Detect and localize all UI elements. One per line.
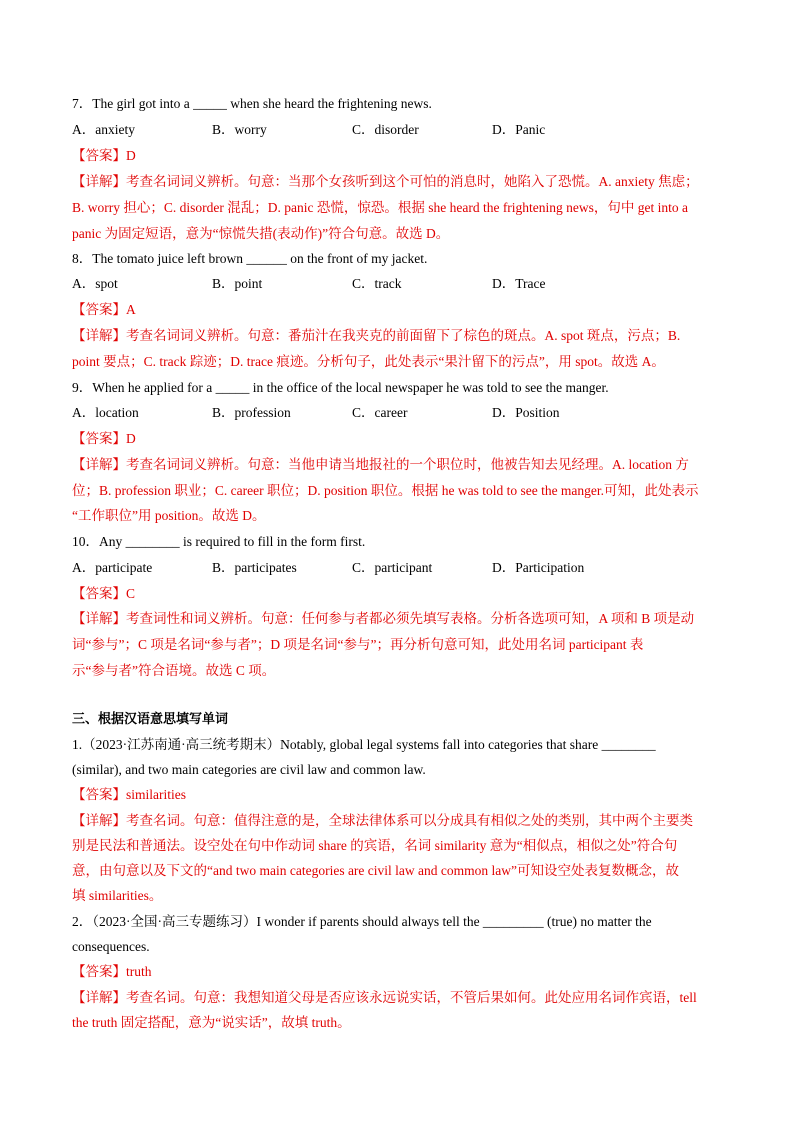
question-7-detail-line: B. worry 担心；C. disorder 混乱；D. panic 恐慌，惊恐。根据 she heard the frightening news，句中 get into a	[72, 200, 689, 215]
fill-1-stem-line: (similar), and two main categories are civil law and common law.	[72, 762, 426, 777]
option-d: D．Position	[492, 405, 560, 420]
fill-2-detail-line: the truth 固定搭配，意为“说实话”，故填 truth。	[72, 1015, 351, 1030]
option-a: A．anxiety	[72, 122, 135, 137]
question-9-detail-line: 【详解】考查名词词义辨析。句意：当他申请当地报社的一个职位时，他被告知去见经理。A. location 方	[72, 457, 689, 472]
question-9-answer: 【答案】D	[72, 431, 136, 446]
option-b: B．worry	[212, 122, 267, 137]
question-10-detail-line: 【详解】考查词性和词义辨析。句意：任何参与者都必须先填写表格。分析各选项可知，A 项和 B 项是动	[72, 611, 695, 626]
question-9-stem: 9．When he applied for a _____ in the office of the local newspaper he was told to see the manger.	[72, 380, 609, 395]
question-10-answer: 【答案】C	[72, 586, 136, 601]
question-10-detail-line: 示“参与者”符合语境。故选 C 项。	[72, 663, 276, 678]
option-b: B．participates	[212, 560, 297, 575]
option-b: B．profession	[212, 405, 291, 420]
question-9-options	[72, 400, 732, 426]
option-b: B．point	[212, 276, 263, 291]
option-d: D．Trace	[492, 276, 546, 291]
question-8-options	[72, 271, 732, 297]
option-c: C．track	[352, 276, 402, 291]
question-7-detail-line: panic 为固定短语，意为“惊慌失措(表动作)”符合句意。故选 D。	[72, 226, 450, 241]
option-c: C．disorder	[352, 122, 419, 137]
question-7-options	[72, 117, 732, 143]
fill-1-detail-line: 填 similarities。	[72, 888, 163, 903]
question-10-stem: 10．Any ________ is required to fill in the form first.	[72, 534, 366, 549]
option-c: C．participant	[352, 560, 433, 575]
question-7-answer: 【答案】D	[72, 148, 136, 163]
question-8-answer: 【答案】A	[72, 302, 136, 317]
fill-1-detail-line: 意，由句意以及下文的“and two main categories are civil law and common law”可知设空处表复数概念，故	[72, 863, 680, 878]
fill-1-detail-line: 【详解】考查名词。句意：值得注意的是，全球法律体系可以分成具有相似之处的类别，其中两个主要类	[72, 813, 693, 828]
question-7-stem: 7．The girl got into a _____ when she heard the frightening news.	[72, 96, 432, 111]
fill-2-stem-line: consequences.	[72, 939, 150, 954]
question-9-detail-line: “工作职位”用 position。故选 D。	[72, 508, 266, 523]
option-a: A．participate	[72, 560, 153, 575]
fill-1-answer: 【答案】similarities	[72, 787, 186, 802]
question-10-detail-line: 词“参与”；C 项是名词“参与者”；D 项是名词“参与”；再分析句意可知，此处用名词 participant 表	[72, 637, 644, 652]
option-d: D．Panic	[492, 122, 546, 137]
question-10-options	[72, 555, 732, 581]
option-d: D．Participation	[492, 560, 585, 575]
question-8-stem: 8．The tomato juice left brown ______ on the front of my jacket.	[72, 251, 428, 266]
option-a: A．spot	[72, 276, 118, 291]
fill-1-stem-line: 1.（2023·江苏南通·高三统考期末）Notably, global legal systems fall into categories that share ________	[72, 737, 656, 752]
question-8-detail-line: point 要点；C. track 踪迹；D. trace 痕迹。分析句子，此处表示“果汁留下的污点”，用 spot。故选 A。	[72, 354, 665, 369]
question-9-detail-line: 位；B. profession 职业；C. career 职位；D. position 职位。根据 he was told to see the manger.可知，此处表示	[72, 483, 699, 498]
option-c: C．career	[352, 405, 408, 420]
fill-2-answer: 【答案】truth	[72, 964, 152, 979]
option-a: A．location	[72, 405, 139, 420]
fill-2-detail-line: 【详解】考查名词。句意：我想知道父母是否应该永远说实话，不管后果如何。此处应用名词作宾语，tell	[72, 990, 697, 1005]
question-7-detail-line: 【详解】考查名词词义辨析。句意：当那个女孩听到这个可怕的消息时，她陷入了恐慌。A. anxiety 焦虑；	[72, 174, 699, 189]
question-8-detail-line: 【详解】考查名词词义辨析。句意：番茄汁在我夹克的前面留下了棕色的斑点。A. spot 斑点，污点；B.	[72, 328, 681, 343]
fill-1-detail-line: 别是民法和普通法。设空处在句中作动词 share 的宾语，名词 similarity 意为“相似点，相似之处”符合句	[72, 838, 678, 853]
section-title: 三、根据汉语意思填写单词	[72, 712, 229, 727]
fill-2-stem-line: 2．（2023·全国·高三专题练习）I wonder if parents should always tell the _________ (true) no matter the	[72, 914, 652, 929]
